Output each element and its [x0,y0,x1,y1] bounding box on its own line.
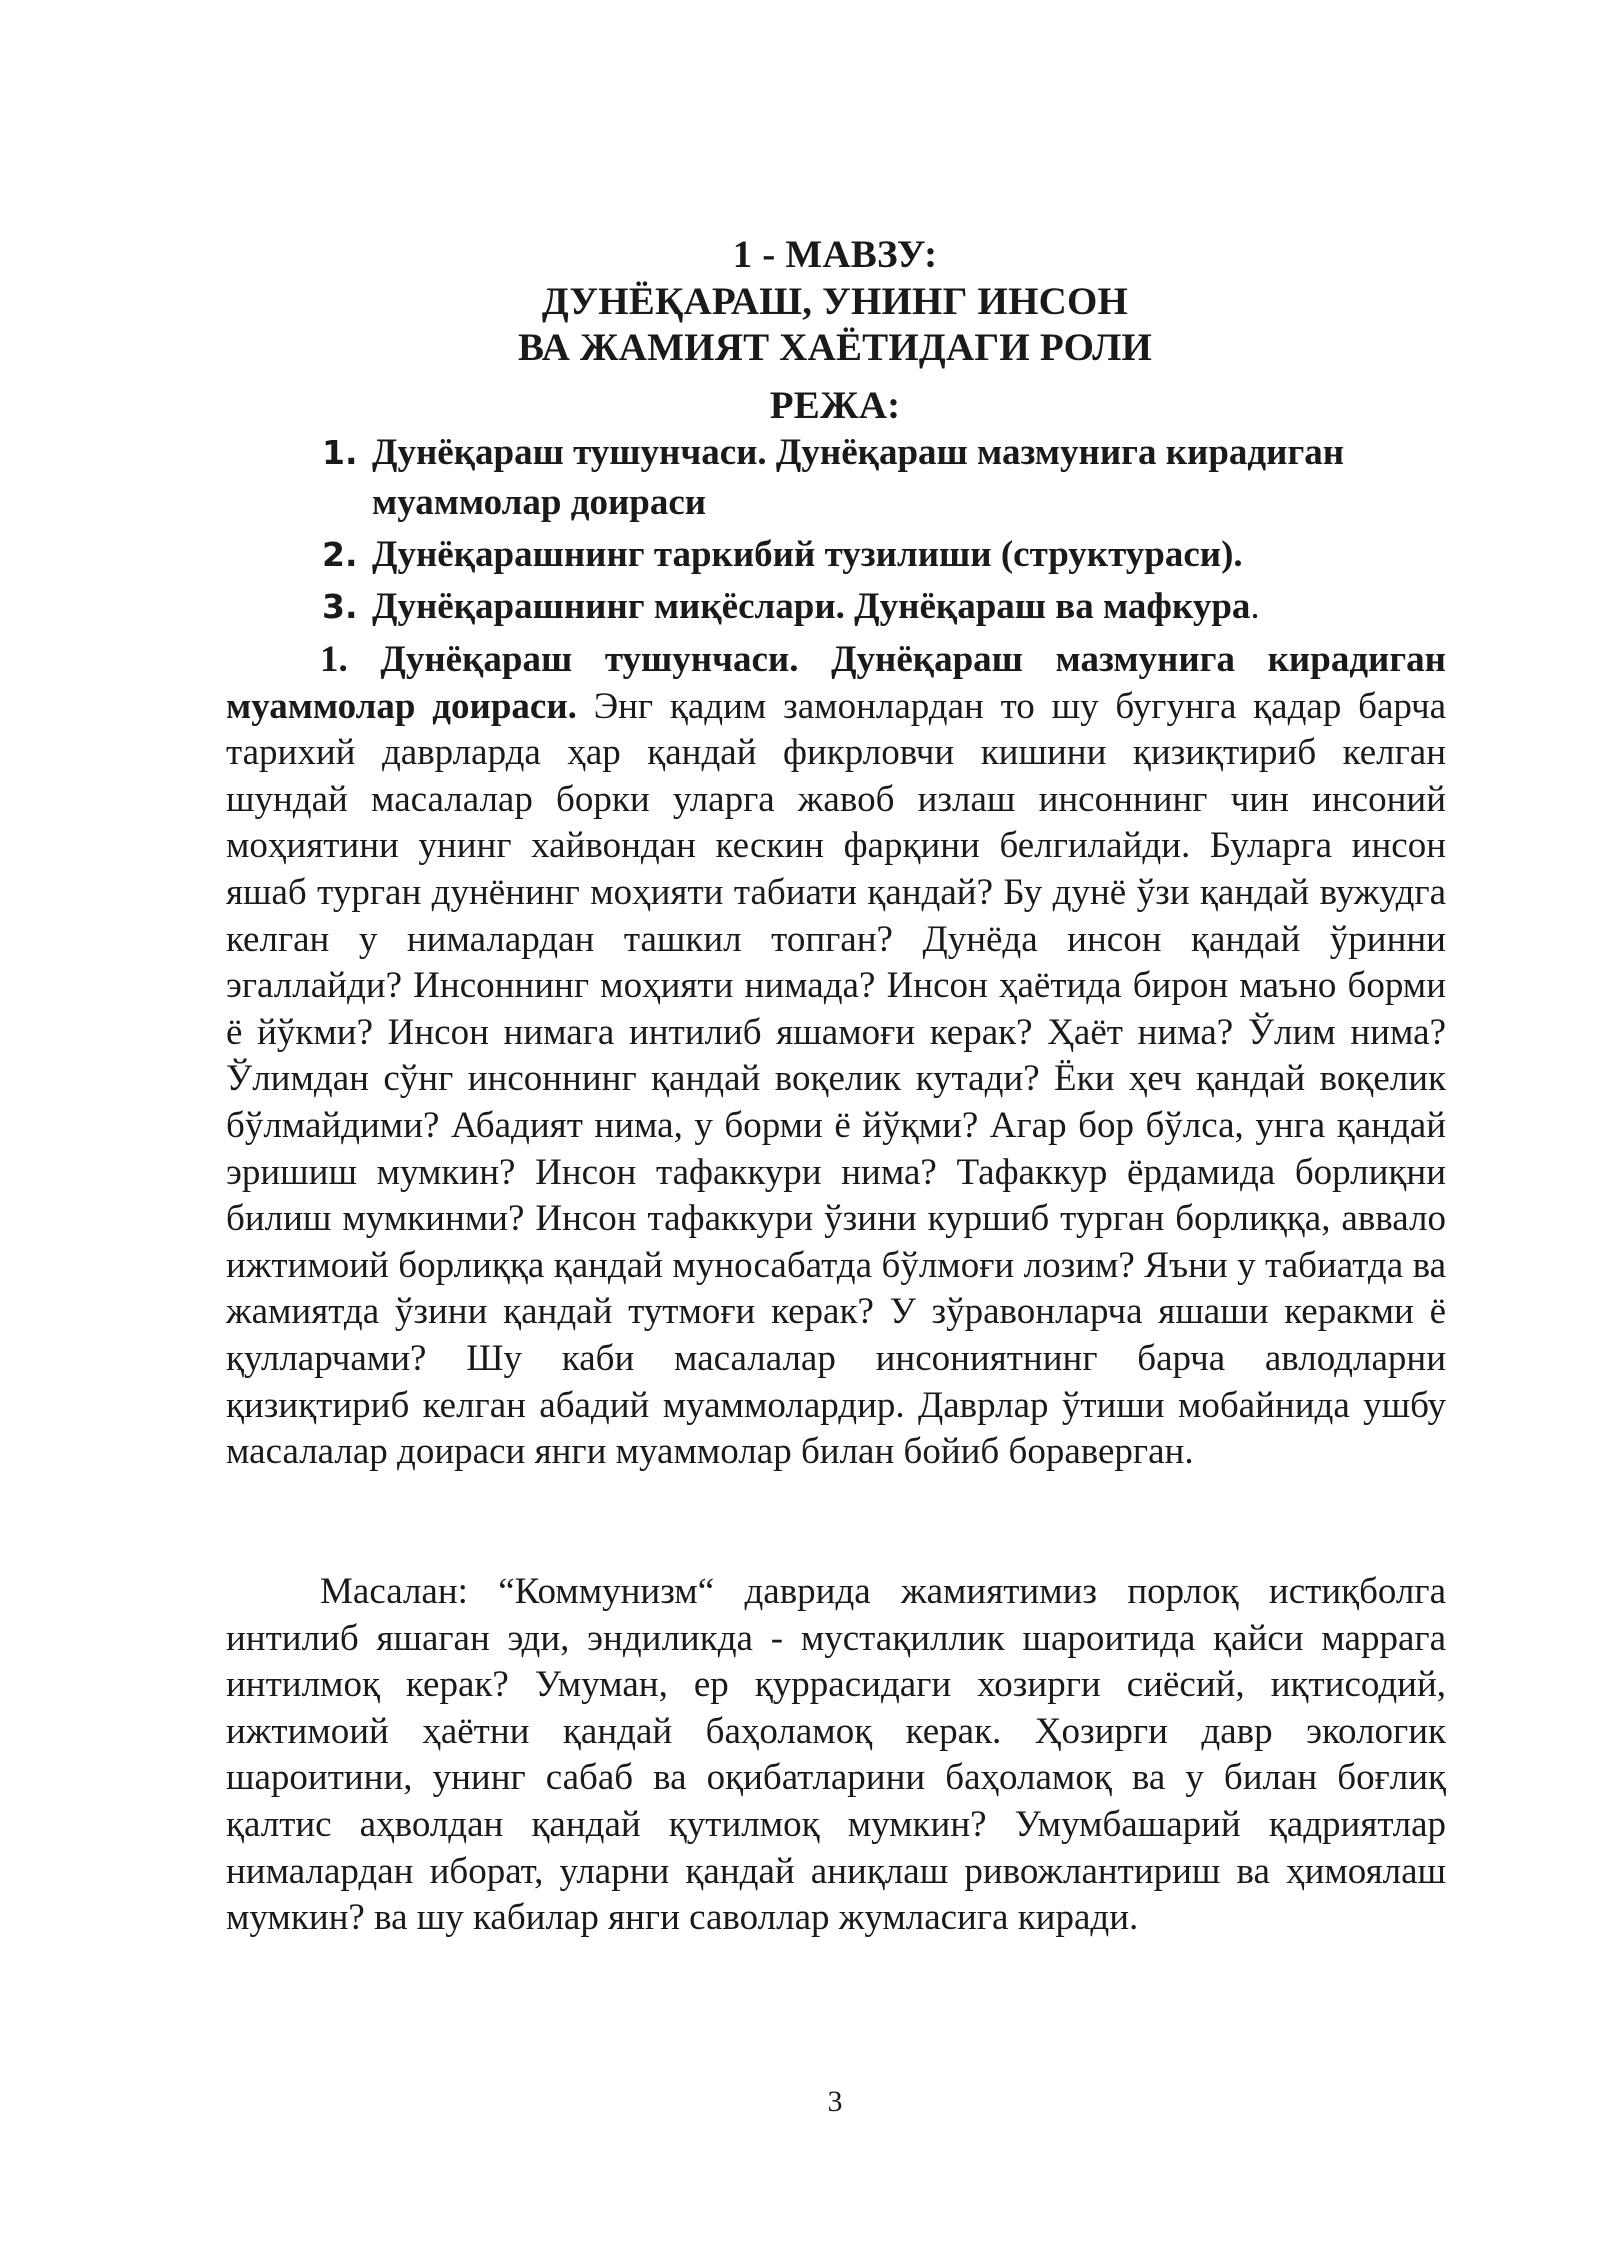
plan-item-1 [322,428,1452,528]
plan-item-number: 3. [322,587,358,626]
paragraph-text: Масалан: “Коммунизм“ даврида жамиятимиз порлоқ истиқболга интилиб яшаган эди, эндиликда - мустақиллик шароитида қайси маррага интилмоқ керак? Умуман, ер қуррасидаги хозирги сиёсий, иқтисодий, ижтимоий ҳаётни қандай баҳоламоқ керак. Ҳозирги давр экологик шароитини, унинг сабаб ва оқибатларини баҳоламоқ ва у билан боғлиқ қалтис аҳволдан қандай қутилмоқ мумкин? Умумбашарий қадриятлар нималардан иборат, уларни қандай аниқлаш ривожлантириш ва ҳимоялаш мумкин? ва шу кабилар янги саволлар жумласига киради. [226,1571,1446,1939]
plan-item-number: 2. [322,535,358,574]
section-heading-inline: 1. Дунёқараш тушунчаси. Дунёқараш мазмунига кирадиган муаммолар доираси. [226,639,1446,727]
topic-number-heading: 1 - МАВЗУ: [732,233,938,276]
page-number: 3 [827,2085,843,2118]
topic-title-line-2: ВА ЖАМИЯТ ХАЁТИДАГИ РОЛИ [517,326,1153,369]
plan-item-2 [322,530,1452,580]
plan-item-text: Дунёқарашнинг таркибий тузилиши (структураси). [372,534,1243,575]
plan-item-text: Дунёқараш тушунчаси. Дунёқараш мазмунига кирадиган муаммолар доираси [372,432,1345,523]
body-paragraph-2 [226,1569,1446,1942]
body-paragraph-1 [226,637,1446,1476]
paragraph-text: Энг қадим замонлардан то шу бугунга қадар барча тарихий даврларда ҳар қандай фикрловчи кишини қизиқтириб келган шундай масалалар борки уларга жавоб излаш инсоннинг чин инсоний моҳиятини унинг хайвондан кескин фарқини белгилайди. Буларга инсон яшаб турган дунёнинг моҳияти табиати қандай? Бу дунё ўзи қандай вужудга келган у нималардан ташкил топган? Дунёда инсон қандай ўринни эгаллайди? Инсоннинг моҳияти нимада? Инсон ҳаётида бирон маъно борми ё йўкми? Инсон нимага интилиб яшамоғи керак? Ҳаёт нима? Ўлим нима? Ўлимдан сўнг инсоннинг қандай воқелик кутади? Ёки ҳеч қандай воқелик бўлмайдими? Абадият нима, у борми ё йўқми? Агар бор бўлса, унга қандай эришиш мумкин? Инсон тафаккури нима? Тафаккур ёрдамида борлиқни билиш мумкинми? Инсон тафаккури ўзини куршиб турган борлиққа, аввало ижтимоий борлиққа қандай муносабатда бўлмоғи лозим? Яъни у табиатда ва жамиятда ўзини қандай тутмоғи керак? У зўравонларча яшаши керакми ё қулларчами? Шу каби масалалар инсониятнинг барча авлодларни қизиқтириб келган абадий муаммолардир. Даврлар ўтиши мобайнида ушбу масалалар доираси янги муаммолар билан бойиб бораверган. [226,685,1446,1473]
plan-item-trailing-period: . [1250,586,1260,627]
topic-title-line-1: ДУНЁҚАРАШ, УНИНГ ИНСОН [541,280,1129,323]
plan-item-3 [322,582,1452,632]
plan-item-number: 1. [322,433,358,472]
plan-item-text-wrapper [372,582,1452,632]
plan-heading: РЕЖА: [769,384,901,427]
plan-item-text: Дунёқарашнинг миқёслари. Дунёқараш ва мафкура [372,586,1251,627]
